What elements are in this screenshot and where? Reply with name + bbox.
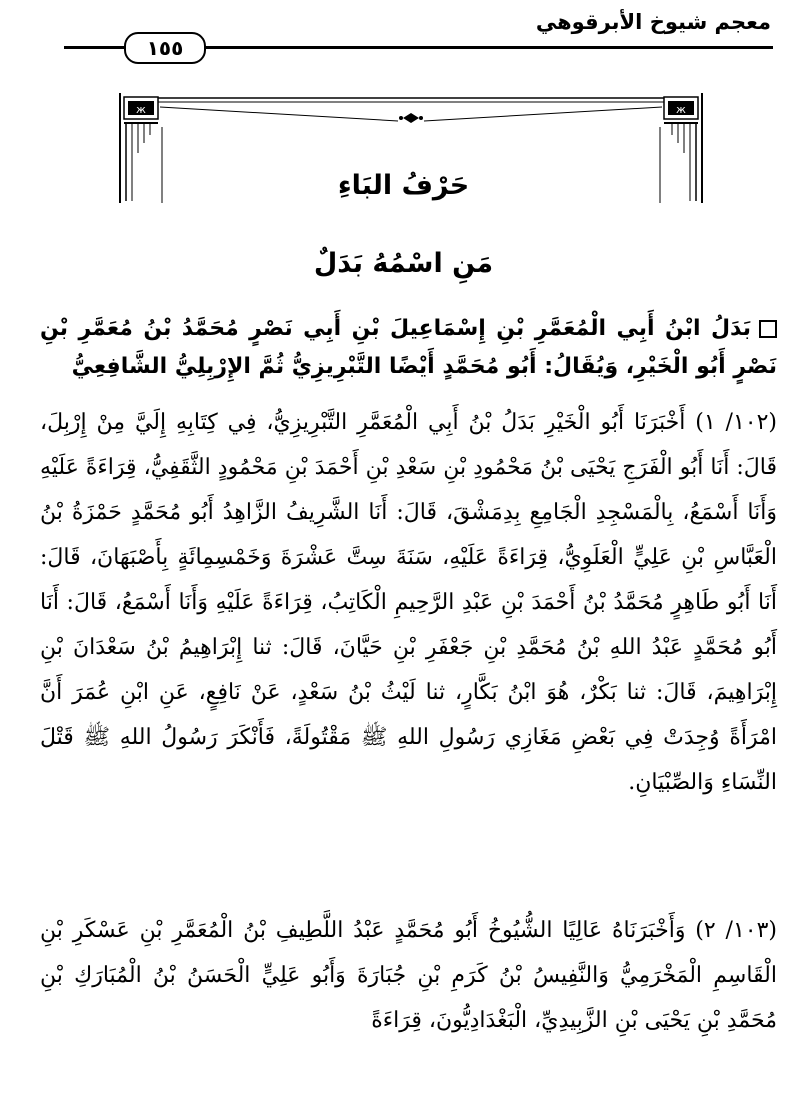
- svg-text:ж: ж: [676, 103, 686, 116]
- svg-text:ж: ж: [136, 103, 146, 116]
- paragraph: (١٠٣/ ٢) وَأَخْبَرَنَاهُ عَالِيًا الشُّيُوخُ أَبُو مُحَمَّدٍ عَبْدُ اللَّطِيفِ بْنُ الْمُعَمَّرِ بْنِ عَسْكَرِ بْنِ الْقَاسِمِ الْمَخْرَمِيُّ وَالنَّفِيسُ بْنُ كَرَمِ بْنِ جُبَارَةَ وَأَبُو عَلِيٍّ الْحَسَنُ بْنُ الْمُبَارَكِ بْنِ مُحَمَّدِ بْنِ يَحْيَى بْنِ الزَّبِيدِيِّ، الْبَغْدَادِيُّونَ، قِرَاءَةً: [40, 918, 778, 1033]
- sub-title: مَنِ اسْمُهُ بَدَلٌ: [313, 248, 494, 279]
- center-ornament: [399, 113, 423, 123]
- entry-heading: [40, 310, 777, 386]
- square-bullet-icon: [759, 320, 777, 338]
- entry-text: بَدَلُ ابْنُ أَبِي الْمُعَمَّرِ بْنِ إِسْمَاعِيلَ بْنِ أَبِي نَصْرٍ مُحَمَّدُ بْنُ مُعَمَّرِ بْنِ نَصْرٍ أَبُو الْخَيْرِ، وَيُقَالُ: أَبُو مُحَمَّدٍ أَيْضًا التَّبْرِيزِيُّ ثُمَّ الإِرْبِلِيُّ الشَّافِعِيُّ: [40, 316, 777, 379]
- running-head: معجم شيوخ الأبرقوهي: [535, 10, 771, 34]
- paragraph: (١٠٢/ ١) أَخْبَرَنَا أَبُو الْخَيْرِ بَدَلُ بْنُ أَبِي الْمُعَمَّرِ التَّبْرِيزِيُّ، فِي كِتَابِهِ إِلَيَّ مِنْ إِرْبِلَ، قَالَ: أَنَا أَبُو الْفَرَجِ يَحْيَى بْنُ مَحْمُودِ بْنِ سَعْدِ بْنِ أَحْمَدَ بْنِ مَحْمُودٍ الثَّقَفِيُّ، قِرَاءَةً عَلَيْهِ وَأَنَا أَسْمَعُ، بِالْمَسْجِدِ الْجَامِعِ بِدِمَشْقَ، قَالَ: أَنَا الشَّرِيفُ الزَّاهِدُ أَبُو مُحَمَّدٍ حَمْزَةُ بْنُ الْعَبَّاسِ بْنِ عَلِيٍّ الْعَلَوِيُّ، قِرَاءَةً عَلَيْهِ، سَنَةَ سِتَّ عَشْرَةَ وَخَمْسِمِائَةٍ بِأَصْبَهَانَ، قَالَ: أَنَا أَبُو طَاهِرٍ مُحَمَّدُ بْنُ أَحْمَدَ بْنِ عَبْدِ الرَّحِيمِ الْكَاتِبُ، قِرَاءَةً عَلَيْهِ وَأَنَا أَسْمَعُ، قَالَ: أَنَا أَبُو مُحَمَّدٍ عَبْدُ اللهِ بْنُ مُحَمَّدِ بْنِ جَعْفَرِ بْنِ حَيَّانَ، قَالَ: ثنا إِبْرَاهِيمُ بْنُ سَعْدَانَ بْنِ إِبْرَاهِيمَ، قَالَ: ثنا بَكْرٌ، هُوَ ابْنُ بَكَّارٍ، ثنا لَيْثُ بْنُ سَعْدٍ، عَنْ نَافِعٍ، عَنِ ابْنِ عُمَرَ أَنَّ امْرَأَةً وُجِدَتْ فِي بَعْضِ مَغَازِي رَسُولِ اللهِ ﷺ مَقْتُولَةً، فَأَنْكَرَ رَسُولُ اللهِ ﷺ قَتْلَ النِّسَاءِ وَالصِّبْيَانِ.: [40, 410, 778, 795]
- page-number: ١٥٥: [124, 32, 206, 64]
- section-title: حَرْفُ البَاءِ: [337, 170, 470, 201]
